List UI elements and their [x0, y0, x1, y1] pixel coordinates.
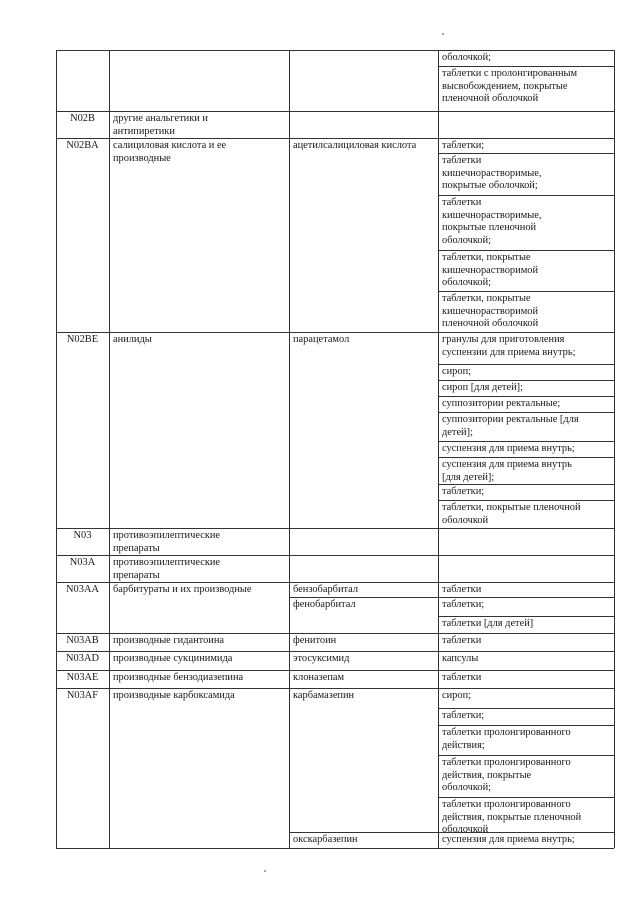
row-border: [289, 597, 614, 598]
drug-name: окскарбазепин: [293, 834, 358, 845]
scan-speck: [264, 870, 266, 872]
atc-code: N03AE: [66, 672, 99, 683]
atc-code: N03A: [69, 557, 96, 568]
atc-code: N03AB: [66, 635, 99, 646]
dosage-form: сироп;: [442, 690, 472, 701]
form-border: [438, 412, 614, 413]
dosage-form: таблетки: [442, 672, 482, 683]
dosage-form: таблетки: [442, 584, 482, 595]
dosage-form: таблетки;: [442, 599, 485, 610]
row-border: [56, 555, 614, 556]
form-border: [438, 457, 614, 458]
dosage-form: суспензия для приема внутрь [для детей];: [442, 459, 572, 483]
dosage-form: таблетки, покрытые кишечнорастворимой оболочкой;: [442, 252, 539, 289]
atc-code: N03AD: [66, 653, 99, 664]
atc-code: N03AF: [66, 690, 99, 701]
atc-code: N03AA: [66, 584, 99, 595]
form-border: [438, 500, 614, 501]
row-border: [56, 633, 614, 634]
form-border: [438, 797, 614, 798]
dosage-form: суспензия для приема внутрь;: [442, 443, 575, 454]
dosage-form: таблетки, покрытые кишечнорастворимой пленочной оболочкой: [442, 293, 539, 330]
atc-code: N02BA: [66, 140, 99, 151]
form-border: [438, 195, 614, 196]
table-bottom-border: [56, 848, 614, 849]
form-border: [438, 755, 614, 756]
row-border: [56, 670, 614, 671]
atc-group-name: противоэпилептические препараты: [113, 557, 221, 581]
form-border: [438, 441, 614, 442]
row-border: [56, 688, 614, 689]
row-border: [56, 528, 614, 529]
drug-name: бензобарбитал: [293, 584, 359, 595]
form-border: [438, 396, 614, 397]
dosage-form: таблетки кишечнорастворимые, покрытые пленочной оболочкой;: [442, 197, 542, 246]
medicines-table: [56, 50, 614, 848]
dosage-form: суппозитории ректальные;: [442, 398, 561, 409]
atc-code: N02BE: [66, 334, 99, 345]
dosage-form: таблетки пролонгированного действия;: [442, 727, 571, 751]
drug-name: фенобарбитал: [293, 599, 356, 610]
atc-group-name: производные сукцинимида: [113, 653, 233, 664]
atc-group-name: барбитураты и их производные: [113, 584, 252, 595]
form-border: [438, 291, 614, 292]
dosage-form: сироп [для детей];: [442, 382, 523, 393]
form-border: [438, 708, 614, 709]
row-border: [56, 111, 614, 112]
drug-name: карбамазепин: [293, 690, 355, 701]
dosage-form: таблетки, покрытые пленочной оболочкой: [442, 502, 581, 526]
row-border: [56, 138, 614, 139]
atc-group-name: противоэпилептические препараты: [113, 530, 221, 554]
dosage-form: таблетки;: [442, 710, 485, 721]
atc-group-name: анилиды: [113, 334, 152, 345]
form-border: [438, 484, 614, 485]
drug-name: клоназепам: [293, 672, 345, 683]
drug-name: ацетилсалициловая кислота: [293, 140, 417, 151]
form-border: [438, 380, 614, 381]
atc-group-name: производные гидантоина: [113, 635, 224, 646]
atc-group-name: салициловая кислота и ее производные: [113, 140, 227, 164]
form-border: [438, 616, 614, 617]
row-border: [56, 50, 614, 51]
form-border: [438, 364, 614, 365]
row-border: [56, 332, 614, 333]
dosage-form: таблетки пролонгированного действия, покрытые пленочной оболочкой: [442, 799, 582, 836]
atc-group-name: другие анальгетики и антипиретики: [113, 113, 208, 137]
drug-name: фенитоин: [293, 635, 337, 646]
scan-speck: [442, 33, 444, 35]
dosage-form: таблетки кишечнорастворимые, покрытые оболочкой;: [442, 155, 542, 192]
row-border: [56, 582, 614, 583]
atc-code: N03: [73, 530, 92, 541]
drug-name: этосуксимид: [293, 653, 350, 664]
dosage-form: таблетки пролонгированного действия, покрытые оболочкой;: [442, 757, 571, 794]
dosage-form: таблетки;: [442, 140, 485, 151]
form-border: [438, 250, 614, 251]
dosage-form: таблетки с пролонгированным высвобождением, покрытые пленочной оболочкой: [442, 68, 578, 105]
dosage-form: гранулы для приготовления суспензии для приема внутрь;: [442, 334, 576, 358]
atc-group-name: производные бензодиазепина: [113, 672, 244, 683]
atc-code: N02B: [70, 113, 95, 124]
column-border: [438, 50, 439, 848]
column-border: [109, 50, 110, 848]
dosage-form: таблетки: [442, 635, 482, 646]
form-border: [438, 725, 614, 726]
dosage-form: капсулы: [442, 653, 479, 664]
dosage-form: таблетки [для детей]: [442, 618, 534, 629]
atc-group-name: производные карбоксамида: [113, 690, 235, 701]
column-border: [289, 50, 290, 848]
form-border: [438, 66, 614, 67]
row-border: [289, 832, 614, 833]
column-border: [614, 50, 615, 848]
dosage-form: оболочкой;: [442, 52, 492, 63]
dosage-form: таблетки;: [442, 486, 485, 497]
form-border: [438, 153, 614, 154]
dosage-form: суспензия для приема внутрь;: [442, 834, 575, 845]
column-border: [56, 50, 57, 848]
dosage-form: суппозитории ректальные [для детей];: [442, 414, 579, 438]
dosage-form: сироп;: [442, 366, 472, 377]
row-border: [56, 651, 614, 652]
drug-name: парацетамол: [293, 334, 350, 345]
